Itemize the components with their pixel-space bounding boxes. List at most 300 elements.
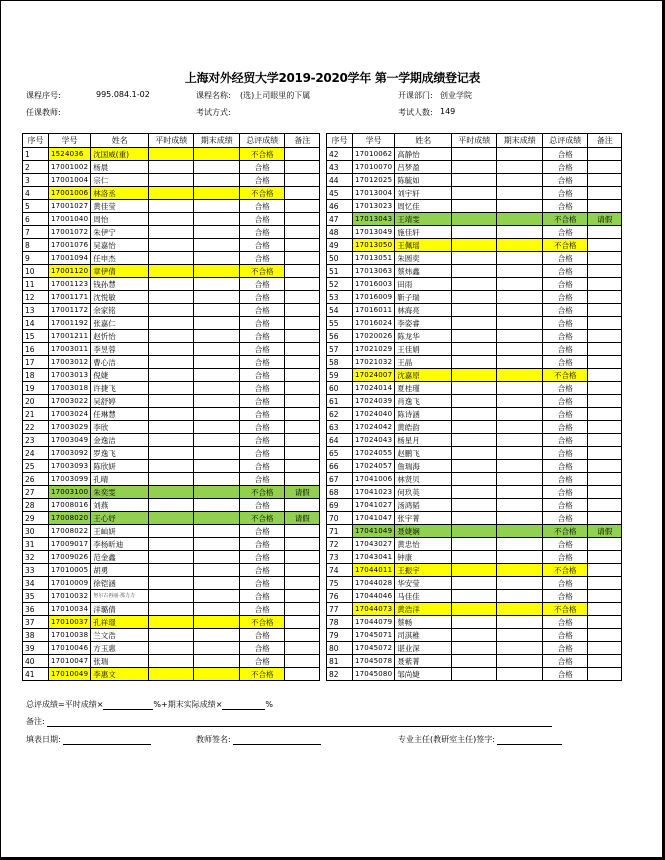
row-final-score-cell[interactable] bbox=[194, 512, 240, 525]
row-seq-cell: 8 bbox=[23, 239, 49, 252]
row-student-id-cell: 17021029 bbox=[353, 343, 395, 356]
row-total-score-cell: 合格 bbox=[543, 486, 588, 499]
row-final-score-cell[interactable] bbox=[194, 369, 240, 382]
row-student-id-cell: 17016024 bbox=[353, 317, 395, 330]
row-final-score-cell[interactable] bbox=[497, 486, 543, 499]
row-final-score-cell[interactable] bbox=[497, 148, 543, 161]
row-final-score-cell[interactable] bbox=[194, 343, 240, 356]
row-final-score-cell[interactable] bbox=[497, 564, 543, 577]
row-usual-score-cell[interactable] bbox=[149, 187, 194, 200]
row-usual-score-cell[interactable] bbox=[452, 629, 497, 642]
row-total-score-cell: 合格 bbox=[543, 148, 588, 161]
table-row bbox=[23, 369, 320, 382]
row-name-cell: 汤鸿韬 bbox=[395, 499, 452, 512]
row-student-id-cell: 17024007 bbox=[353, 369, 395, 382]
row-usual-score-cell[interactable] bbox=[149, 330, 194, 343]
row-name-cell: 曹心洁 bbox=[91, 356, 149, 369]
row-usual-score-cell[interactable] bbox=[452, 642, 497, 655]
grades-table-left-body bbox=[23, 148, 320, 681]
row-note-cell: 请假 bbox=[285, 512, 320, 525]
row-total-score-cell: 合格 bbox=[240, 226, 285, 239]
row-final-score-cell[interactable] bbox=[497, 408, 543, 421]
row-final-score-cell[interactable] bbox=[497, 395, 543, 408]
row-final-score-cell[interactable] bbox=[497, 291, 543, 304]
row-student-id-cell: 17003011 bbox=[49, 343, 91, 356]
row-total-score-cell: 合格 bbox=[543, 408, 588, 421]
row-student-id-cell: 17003018 bbox=[49, 382, 91, 395]
row-usual-score-cell[interactable] bbox=[452, 421, 497, 434]
row-usual-score-cell[interactable] bbox=[452, 200, 497, 213]
row-final-score-cell[interactable] bbox=[497, 616, 543, 629]
row-usual-score-cell[interactable] bbox=[452, 538, 497, 551]
row-usual-score-cell[interactable] bbox=[149, 395, 194, 408]
row-total-score-cell: 合格 bbox=[543, 668, 588, 681]
row-student-id-cell: 17001171 bbox=[49, 291, 91, 304]
row-usual-score-cell[interactable] bbox=[452, 148, 497, 161]
row-final-score-cell[interactable] bbox=[194, 174, 240, 187]
table-row bbox=[327, 226, 622, 239]
row-final-score-cell[interactable] bbox=[497, 213, 543, 226]
row-total-score-cell: 不合格 bbox=[240, 668, 285, 681]
row-note-cell bbox=[285, 473, 320, 486]
row-final-score-cell[interactable] bbox=[194, 265, 240, 278]
row-usual-score-cell[interactable] bbox=[452, 551, 497, 564]
row-final-score-cell[interactable] bbox=[194, 551, 240, 564]
row-final-score-cell[interactable] bbox=[497, 590, 543, 603]
row-usual-score-cell[interactable] bbox=[149, 161, 194, 174]
row-usual-score-cell[interactable] bbox=[149, 174, 194, 187]
row-usual-score-cell[interactable] bbox=[452, 590, 497, 603]
row-usual-score-cell[interactable] bbox=[452, 213, 497, 226]
row-seq-cell: 45 bbox=[327, 187, 353, 200]
row-seq-cell: 36 bbox=[23, 603, 49, 616]
row-usual-score-cell[interactable] bbox=[452, 330, 497, 343]
row-final-score-cell[interactable] bbox=[497, 447, 543, 460]
row-usual-score-cell[interactable] bbox=[452, 343, 497, 356]
row-final-score-cell[interactable] bbox=[497, 317, 543, 330]
row-final-score-cell[interactable] bbox=[497, 304, 543, 317]
row-seq-cell: 4 bbox=[23, 187, 49, 200]
row-name-cell: 任琳慧 bbox=[91, 408, 149, 421]
row-final-score-cell[interactable] bbox=[194, 187, 240, 200]
row-final-score-cell[interactable] bbox=[497, 434, 543, 447]
teacher-sign-line bbox=[196, 734, 321, 745]
table-row bbox=[23, 291, 320, 304]
row-usual-score-cell[interactable] bbox=[452, 317, 497, 330]
row-note-cell bbox=[588, 564, 622, 577]
row-seq-cell: 81 bbox=[327, 655, 353, 668]
row-final-score-cell[interactable] bbox=[497, 382, 543, 395]
row-usual-score-cell[interactable] bbox=[149, 434, 194, 447]
row-usual-score-cell[interactable] bbox=[149, 577, 194, 590]
row-name-cell: 陈欣妍 bbox=[91, 460, 149, 473]
fill-date-field[interactable] bbox=[63, 735, 151, 745]
row-final-score-cell[interactable] bbox=[497, 655, 543, 668]
exam-count-label: 考试人数: bbox=[398, 108, 433, 117]
row-usual-score-cell[interactable] bbox=[452, 447, 497, 460]
row-final-score-cell[interactable] bbox=[194, 447, 240, 460]
row-total-score-cell: 合格 bbox=[240, 499, 285, 512]
row-seq-cell: 33 bbox=[23, 564, 49, 577]
row-usual-score-cell[interactable] bbox=[452, 616, 497, 629]
row-final-score-cell[interactable] bbox=[497, 200, 543, 213]
row-final-score-cell[interactable] bbox=[194, 486, 240, 499]
row-seq-cell: 77 bbox=[327, 603, 353, 616]
table-row bbox=[327, 278, 622, 291]
grades-table-right bbox=[326, 133, 622, 681]
row-total-score-cell: 合格 bbox=[240, 213, 285, 226]
row-usual-score-cell[interactable] bbox=[149, 317, 194, 330]
row-usual-score-cell[interactable] bbox=[452, 486, 497, 499]
row-total-score-cell: 合格 bbox=[240, 434, 285, 447]
row-note-cell bbox=[588, 148, 622, 161]
row-student-id-cell: 17008020 bbox=[49, 512, 91, 525]
row-final-score-cell[interactable] bbox=[194, 434, 240, 447]
remark-field[interactable] bbox=[47, 717, 552, 727]
row-usual-score-cell[interactable] bbox=[452, 525, 497, 538]
row-final-score-cell[interactable] bbox=[497, 460, 543, 473]
table-row bbox=[23, 213, 320, 226]
row-usual-score-cell[interactable] bbox=[149, 538, 194, 551]
row-note-cell bbox=[285, 655, 320, 668]
row-usual-score-cell[interactable] bbox=[452, 434, 497, 447]
row-name-cell: 司淇稚 bbox=[395, 629, 452, 642]
row-total-score-cell: 合格 bbox=[543, 512, 588, 525]
row-final-score-cell[interactable] bbox=[194, 590, 240, 603]
row-note-cell bbox=[588, 512, 622, 525]
row-final-score-cell[interactable] bbox=[194, 525, 240, 538]
table-row bbox=[327, 564, 622, 577]
row-final-score-cell[interactable] bbox=[194, 382, 240, 395]
row-final-score-cell[interactable] bbox=[194, 460, 240, 473]
row-name-cell: 马佳佳 bbox=[395, 590, 452, 603]
row-seq-cell: 69 bbox=[327, 499, 353, 512]
row-usual-score-cell[interactable] bbox=[149, 408, 194, 421]
row-usual-score-cell[interactable] bbox=[149, 603, 194, 616]
row-final-score-cell[interactable] bbox=[497, 369, 543, 382]
row-final-score-cell[interactable] bbox=[194, 356, 240, 369]
row-total-score-cell: 合格 bbox=[543, 356, 588, 369]
row-final-score-cell[interactable] bbox=[194, 226, 240, 239]
row-total-score-cell: 合格 bbox=[240, 161, 285, 174]
row-final-score-cell[interactable] bbox=[194, 330, 240, 343]
row-usual-score-cell[interactable] bbox=[452, 291, 497, 304]
header-name: 姓名 bbox=[91, 134, 149, 148]
row-seq-cell: 44 bbox=[327, 174, 353, 187]
table-row bbox=[23, 616, 320, 629]
row-usual-score-cell[interactable] bbox=[452, 174, 497, 187]
row-note-cell bbox=[588, 655, 622, 668]
row-student-id-cell: 17001172 bbox=[49, 304, 91, 317]
row-name-cell: 李杨昕迪 bbox=[91, 538, 149, 551]
row-usual-score-cell[interactable] bbox=[452, 512, 497, 525]
row-final-score-cell[interactable] bbox=[497, 512, 543, 525]
director-sign-field[interactable] bbox=[497, 735, 562, 745]
exam-count-value: 149 bbox=[440, 107, 456, 116]
row-final-score-cell[interactable] bbox=[194, 161, 240, 174]
row-usual-score-cell[interactable] bbox=[149, 629, 194, 642]
row-seq-cell: 59 bbox=[327, 369, 353, 382]
row-final-score-cell[interactable] bbox=[497, 551, 543, 564]
row-total-score-cell: 合格 bbox=[543, 330, 588, 343]
row-usual-score-cell[interactable] bbox=[149, 590, 194, 603]
row-final-score-cell[interactable] bbox=[194, 616, 240, 629]
table-row bbox=[23, 603, 320, 616]
row-final-score-cell[interactable] bbox=[497, 239, 543, 252]
row-usual-score-cell[interactable] bbox=[149, 343, 194, 356]
row-final-score-cell[interactable] bbox=[497, 330, 543, 343]
row-usual-score-cell[interactable] bbox=[149, 447, 194, 460]
row-usual-score-cell[interactable] bbox=[149, 616, 194, 629]
row-final-score-cell[interactable] bbox=[497, 174, 543, 187]
row-usual-score-cell[interactable] bbox=[452, 408, 497, 421]
row-usual-score-cell[interactable] bbox=[149, 499, 194, 512]
row-seq-cell: 67 bbox=[327, 473, 353, 486]
row-final-score-cell[interactable] bbox=[194, 408, 240, 421]
row-seq-cell: 7 bbox=[23, 226, 49, 239]
row-seq-cell: 47 bbox=[327, 213, 353, 226]
row-usual-score-cell[interactable] bbox=[149, 486, 194, 499]
row-usual-score-cell[interactable] bbox=[452, 564, 497, 577]
row-final-score-cell[interactable] bbox=[194, 291, 240, 304]
row-final-score-cell[interactable] bbox=[497, 499, 543, 512]
row-final-score-cell[interactable] bbox=[497, 421, 543, 434]
header-seq: 序号 bbox=[23, 134, 49, 148]
row-final-score-cell[interactable] bbox=[497, 265, 543, 278]
row-usual-score-cell[interactable] bbox=[149, 265, 194, 278]
row-final-score-cell[interactable] bbox=[497, 343, 543, 356]
table-row bbox=[23, 642, 320, 655]
final-percent-field[interactable] bbox=[222, 700, 265, 710]
row-final-score-cell[interactable] bbox=[497, 473, 543, 486]
table-row bbox=[23, 174, 320, 187]
row-usual-score-cell[interactable] bbox=[452, 395, 497, 408]
row-final-score-cell[interactable] bbox=[194, 421, 240, 434]
header-note: 备注 bbox=[285, 134, 320, 148]
row-usual-score-cell[interactable] bbox=[452, 499, 497, 512]
row-usual-score-cell[interactable] bbox=[452, 161, 497, 174]
row-note-cell bbox=[285, 551, 320, 564]
row-final-score-cell[interactable] bbox=[194, 239, 240, 252]
row-note-cell bbox=[588, 291, 622, 304]
row-name-cell: 金逸洁 bbox=[91, 434, 149, 447]
row-final-score-cell[interactable] bbox=[194, 304, 240, 317]
row-usual-score-cell[interactable] bbox=[149, 473, 194, 486]
row-usual-score-cell[interactable] bbox=[452, 473, 497, 486]
row-usual-score-cell[interactable] bbox=[149, 252, 194, 265]
row-usual-score-cell[interactable] bbox=[452, 226, 497, 239]
table-row bbox=[327, 187, 622, 200]
teacher-label: 任课教师: bbox=[26, 108, 61, 117]
teacher-sign-label: 教师签名: bbox=[196, 735, 231, 744]
row-final-score-cell[interactable] bbox=[194, 473, 240, 486]
row-total-score-cell: 合格 bbox=[543, 226, 588, 239]
row-total-score-cell: 合格 bbox=[240, 421, 285, 434]
row-usual-score-cell[interactable] bbox=[452, 278, 497, 291]
row-usual-score-cell[interactable] bbox=[149, 421, 194, 434]
row-note-cell bbox=[285, 408, 320, 421]
row-final-score-cell[interactable] bbox=[194, 252, 240, 265]
score-formula bbox=[26, 699, 273, 710]
row-seq-cell: 80 bbox=[327, 642, 353, 655]
row-note-cell bbox=[285, 265, 320, 278]
row-final-score-cell[interactable] bbox=[497, 642, 543, 655]
row-usual-score-cell[interactable] bbox=[149, 382, 194, 395]
row-note-cell bbox=[588, 395, 622, 408]
row-student-id-cell: 17016011 bbox=[353, 304, 395, 317]
row-usual-score-cell[interactable] bbox=[452, 460, 497, 473]
row-name-cell: 徐铠涵 bbox=[91, 577, 149, 590]
row-student-id-cell: 17001027 bbox=[49, 200, 91, 213]
row-final-score-cell[interactable] bbox=[497, 603, 543, 616]
row-usual-score-cell[interactable] bbox=[149, 213, 194, 226]
row-usual-score-cell[interactable] bbox=[452, 187, 497, 200]
row-usual-score-cell[interactable] bbox=[149, 200, 194, 213]
row-final-score-cell[interactable] bbox=[497, 252, 543, 265]
row-usual-score-cell[interactable] bbox=[149, 512, 194, 525]
row-student-id-cell: 17010009 bbox=[49, 577, 91, 590]
row-usual-score-cell[interactable] bbox=[452, 655, 497, 668]
row-usual-score-cell[interactable] bbox=[452, 252, 497, 265]
row-final-score-cell[interactable] bbox=[497, 668, 543, 681]
table-row bbox=[327, 473, 622, 486]
row-final-score-cell[interactable] bbox=[194, 629, 240, 642]
row-total-score-cell: 不合格 bbox=[240, 187, 285, 200]
row-name-cell: 孔祥璟 bbox=[91, 616, 149, 629]
row-student-id-cell: 17001072 bbox=[49, 226, 91, 239]
row-note-cell bbox=[588, 499, 622, 512]
row-usual-score-cell[interactable] bbox=[149, 668, 194, 681]
row-seq-cell: 42 bbox=[327, 148, 353, 161]
row-seq-cell: 82 bbox=[327, 668, 353, 681]
row-usual-score-cell[interactable] bbox=[149, 655, 194, 668]
row-name-cell: 蔡畅 bbox=[395, 616, 452, 629]
row-usual-score-cell[interactable] bbox=[452, 304, 497, 317]
row-final-score-cell[interactable] bbox=[497, 525, 543, 538]
row-total-score-cell: 合格 bbox=[240, 304, 285, 317]
row-total-score-cell: 合格 bbox=[543, 499, 588, 512]
header-usual-score: 平时成绩 bbox=[452, 134, 497, 148]
row-usual-score-cell[interactable] bbox=[452, 577, 497, 590]
usual-percent-field[interactable] bbox=[103, 700, 153, 710]
row-final-score-cell[interactable] bbox=[497, 187, 543, 200]
row-usual-score-cell[interactable] bbox=[149, 460, 194, 473]
row-seq-cell: 57 bbox=[327, 343, 353, 356]
row-usual-score-cell[interactable] bbox=[149, 291, 194, 304]
row-final-score-cell[interactable] bbox=[194, 642, 240, 655]
row-total-score-cell: 合格 bbox=[240, 564, 285, 577]
row-note-cell bbox=[588, 590, 622, 603]
row-final-score-cell[interactable] bbox=[194, 395, 240, 408]
row-final-score-cell[interactable] bbox=[497, 278, 543, 291]
row-note-cell bbox=[285, 668, 320, 681]
row-note-cell bbox=[588, 330, 622, 343]
row-note-cell bbox=[285, 564, 320, 577]
row-seq-cell: 16 bbox=[23, 343, 49, 356]
row-final-score-cell[interactable] bbox=[194, 655, 240, 668]
row-final-score-cell[interactable] bbox=[194, 278, 240, 291]
row-student-id-cell: 17013043 bbox=[353, 213, 395, 226]
row-total-score-cell: 合格 bbox=[543, 161, 588, 174]
table-header-row bbox=[23, 134, 320, 148]
row-usual-score-cell[interactable] bbox=[452, 239, 497, 252]
row-name-cell: 朱伊宁 bbox=[91, 226, 149, 239]
row-final-score-cell[interactable] bbox=[497, 226, 543, 239]
row-usual-score-cell[interactable] bbox=[452, 356, 497, 369]
row-student-id-cell: 17001211 bbox=[49, 330, 91, 343]
row-note-cell bbox=[285, 291, 320, 304]
row-student-id-cell: 17010070 bbox=[353, 161, 395, 174]
row-total-score-cell: 合格 bbox=[543, 629, 588, 642]
row-final-score-cell[interactable] bbox=[497, 629, 543, 642]
row-final-score-cell[interactable] bbox=[497, 538, 543, 551]
row-usual-score-cell[interactable] bbox=[149, 278, 194, 291]
row-usual-score-cell[interactable] bbox=[452, 265, 497, 278]
director-sign-label: 专业主任(教研室主任)签字: bbox=[398, 735, 495, 744]
row-seq-cell: 20 bbox=[23, 395, 49, 408]
row-final-score-cell[interactable] bbox=[194, 668, 240, 681]
row-usual-score-cell[interactable] bbox=[149, 226, 194, 239]
row-name-cell: 余家铭 bbox=[91, 304, 149, 317]
row-final-score-cell[interactable] bbox=[194, 213, 240, 226]
row-note-cell bbox=[588, 187, 622, 200]
table-row bbox=[327, 538, 622, 551]
row-total-score-cell: 合格 bbox=[543, 278, 588, 291]
row-name-cell: 黄浩洋 bbox=[395, 603, 452, 616]
row-usual-score-cell[interactable] bbox=[149, 148, 194, 161]
row-final-score-cell[interactable] bbox=[194, 564, 240, 577]
row-seq-cell: 74 bbox=[327, 564, 353, 577]
row-final-score-cell[interactable] bbox=[194, 317, 240, 330]
row-usual-score-cell[interactable] bbox=[149, 369, 194, 382]
row-student-id-cell: 17001094 bbox=[49, 252, 91, 265]
row-final-score-cell[interactable] bbox=[194, 538, 240, 551]
table-row bbox=[327, 434, 622, 447]
row-final-score-cell[interactable] bbox=[497, 577, 543, 590]
row-total-score-cell: 合格 bbox=[543, 265, 588, 278]
row-final-score-cell[interactable] bbox=[497, 356, 543, 369]
row-usual-score-cell[interactable] bbox=[149, 564, 194, 577]
table-row bbox=[23, 564, 320, 577]
row-student-id-cell: 17024043 bbox=[353, 434, 395, 447]
row-total-score-cell: 合格 bbox=[543, 616, 588, 629]
row-usual-score-cell[interactable] bbox=[452, 668, 497, 681]
row-final-score-cell[interactable] bbox=[194, 603, 240, 616]
row-note-cell bbox=[588, 174, 622, 187]
teacher-sign-field[interactable] bbox=[233, 735, 321, 745]
row-final-score-cell[interactable] bbox=[194, 577, 240, 590]
row-final-score-cell[interactable] bbox=[497, 161, 543, 174]
row-usual-score-cell[interactable] bbox=[149, 551, 194, 564]
row-seq-cell: 79 bbox=[327, 629, 353, 642]
row-note-cell bbox=[588, 161, 622, 174]
exam-mode-label: 考试方式: bbox=[196, 108, 231, 117]
row-usual-score-cell[interactable] bbox=[149, 525, 194, 538]
row-usual-score-cell[interactable] bbox=[452, 603, 497, 616]
row-usual-score-cell[interactable] bbox=[149, 304, 194, 317]
row-usual-score-cell[interactable] bbox=[452, 382, 497, 395]
row-note-cell: 请假 bbox=[285, 486, 320, 499]
row-note-cell bbox=[285, 278, 320, 291]
row-usual-score-cell[interactable] bbox=[149, 356, 194, 369]
row-final-score-cell[interactable] bbox=[194, 148, 240, 161]
row-usual-score-cell[interactable] bbox=[149, 642, 194, 655]
row-final-score-cell[interactable] bbox=[194, 499, 240, 512]
row-seq-cell: 53 bbox=[327, 291, 353, 304]
row-usual-score-cell[interactable] bbox=[452, 369, 497, 382]
row-final-score-cell[interactable] bbox=[194, 200, 240, 213]
row-usual-score-cell[interactable] bbox=[149, 239, 194, 252]
